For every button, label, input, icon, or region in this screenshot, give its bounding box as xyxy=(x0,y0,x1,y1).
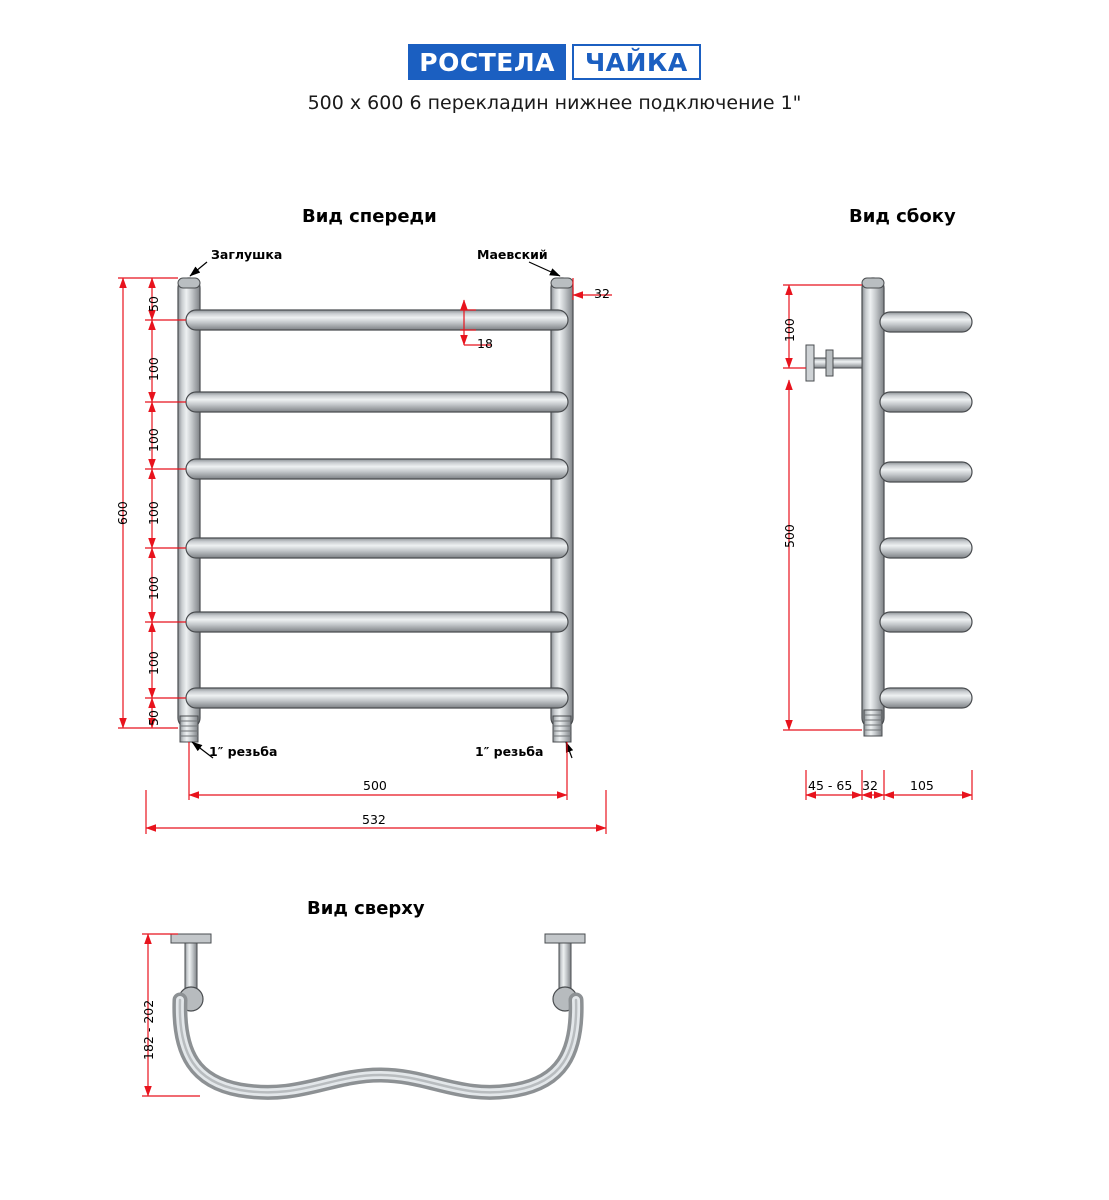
dim-600-label: 600 xyxy=(115,501,130,525)
brand-name-model: ЧАЙКА xyxy=(572,44,701,80)
dim-pitch4-label: 100 xyxy=(146,576,161,600)
side-dim-500-label: 500 xyxy=(782,524,797,548)
side-dim-500 xyxy=(783,380,862,730)
side-rung xyxy=(880,462,972,482)
callout-valve-label: Маевский xyxy=(477,247,548,262)
front-left-cap xyxy=(178,278,200,288)
brand-name-primary: РОСТЕЛА xyxy=(408,44,566,80)
top-dim-182-202-label: 182 - 202 xyxy=(141,999,156,1060)
front-rung xyxy=(186,612,568,632)
dim-pitch5-label: 100 xyxy=(146,651,161,675)
front-rung xyxy=(186,392,568,412)
side-view-title: Вид сбоку xyxy=(849,206,956,227)
front-rung xyxy=(186,538,568,558)
dim-pitch3-label: 100 xyxy=(146,501,161,525)
front-right-cap xyxy=(551,278,573,288)
thread-left-label: 1″ резьба xyxy=(209,744,278,759)
side-rung xyxy=(880,312,972,332)
dim-532-label: 532 xyxy=(362,812,386,827)
side-dim-100-label: 100 xyxy=(782,318,797,342)
front-left-riser xyxy=(178,278,200,728)
front-view-title: Вид спереди xyxy=(302,206,437,227)
side-thread xyxy=(864,710,882,736)
side-dim-45-65-label: 45 - 65 xyxy=(808,778,853,793)
front-left-thread xyxy=(180,716,198,742)
side-rung xyxy=(880,392,972,412)
side-rung xyxy=(880,612,972,632)
dim-pitch2-label: 100 xyxy=(146,428,161,452)
dim-18-label: 18 xyxy=(477,336,493,351)
front-right-thread xyxy=(553,716,571,742)
side-rungs xyxy=(880,312,972,708)
front-rung xyxy=(186,310,568,330)
top-view-drawing xyxy=(142,934,585,1096)
callout-leader-valve xyxy=(529,262,560,276)
top-view-title: Вид сверху xyxy=(307,898,425,919)
thread-right-label: 1″ резьба xyxy=(475,744,544,759)
side-wall-bracket xyxy=(806,345,862,381)
front-right-riser xyxy=(551,278,573,728)
callout-leader-plug xyxy=(190,262,207,276)
side-riser xyxy=(862,278,884,728)
product-subtitle: 500 x 600 6 перекладин нижнее подключение 1" xyxy=(307,92,802,114)
top-tube-highlight xyxy=(180,1000,576,1092)
dim-bottom-gap-label: 50 xyxy=(146,710,161,726)
front-rung xyxy=(186,459,568,479)
side-dim-32-label: 32 xyxy=(862,778,878,793)
callout-plug-label: Заглушка xyxy=(211,247,283,262)
side-view-drawing xyxy=(783,278,972,800)
dim-32-label: 32 xyxy=(594,286,610,301)
dim-pitch1-label: 100 xyxy=(146,357,161,381)
front-rungs xyxy=(186,310,568,708)
dim-top-gap-label: 50 xyxy=(146,296,161,312)
front-rung xyxy=(186,688,568,708)
side-rung xyxy=(880,538,972,558)
side-cap xyxy=(862,278,884,288)
dim-500-label: 500 xyxy=(363,778,387,793)
side-rung xyxy=(880,688,972,708)
side-dim-105-label: 105 xyxy=(910,778,934,793)
